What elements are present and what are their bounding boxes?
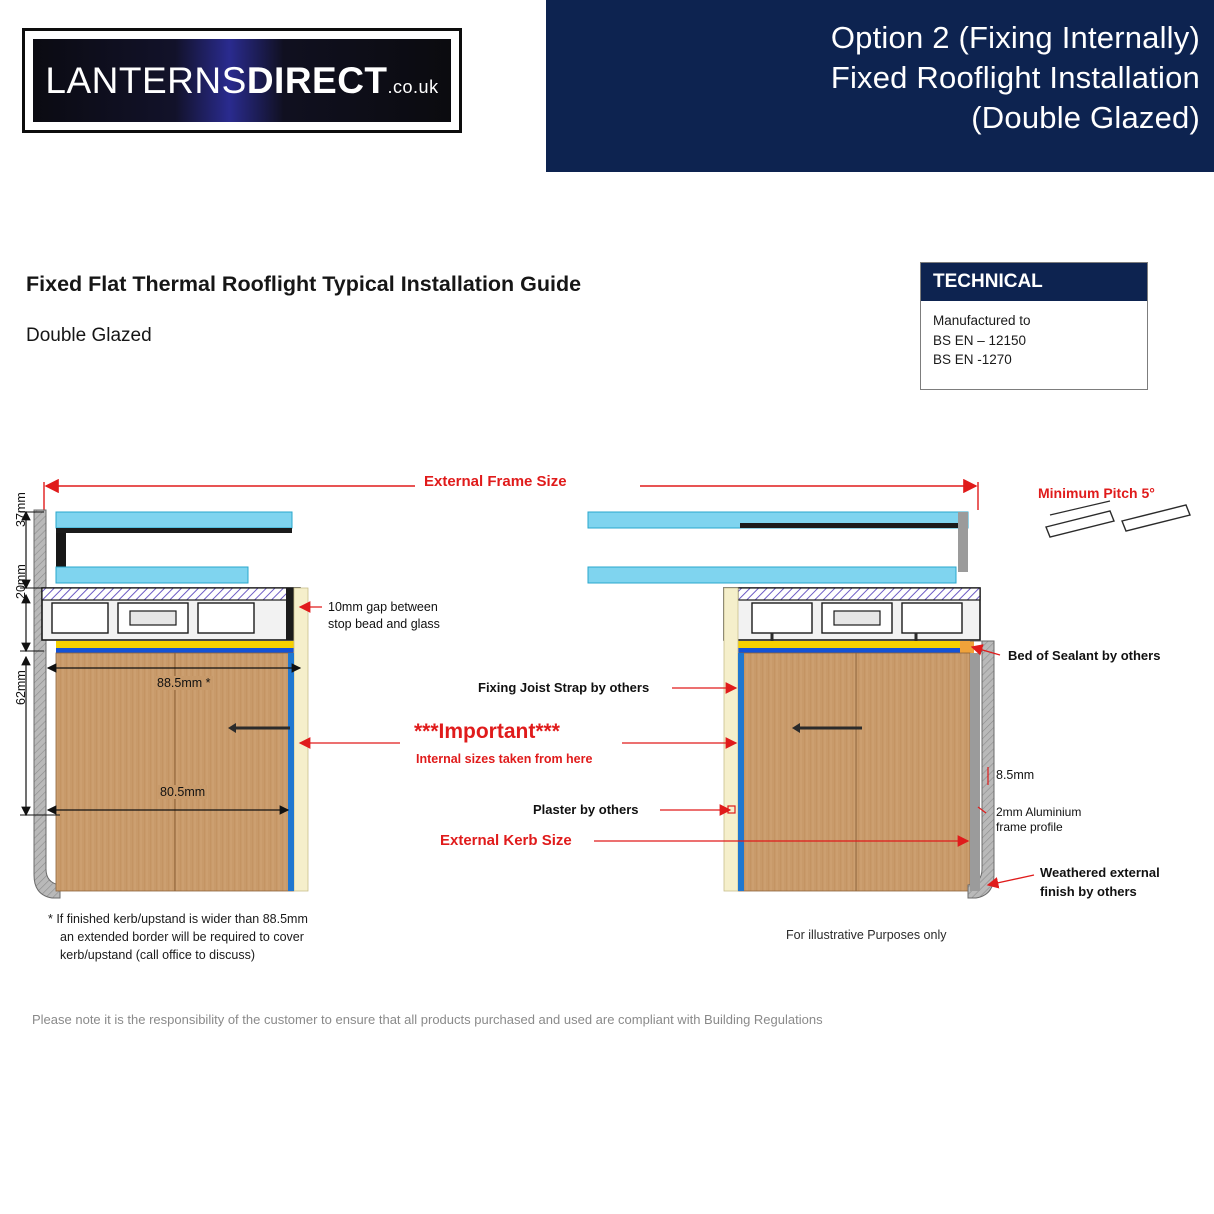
footnote-asterisk	[48, 910, 308, 964]
header-title	[560, 18, 1200, 138]
header-title-line-3: (Double Glazed)	[971, 100, 1200, 135]
label-62mm: 62mm	[14, 670, 28, 705]
label-fixing-joist-strap: Fixing Joist Strap by others	[478, 680, 650, 695]
technical-line-3: BS EN -1270	[933, 352, 1012, 367]
label-gap-line-2: stop bead and glass	[328, 617, 440, 631]
technical-heading: TECHNICAL	[921, 263, 1147, 301]
label-plaster: Plaster by others	[533, 802, 639, 817]
label-weathered-finish	[1040, 863, 1160, 901]
header-title-line-1: Option 2 (Fixing Internally)	[830, 20, 1200, 55]
footnote-line-1: * If finished kerb/upstand is wider than 88.5mm	[48, 912, 308, 926]
logo	[22, 28, 462, 133]
page-title: Fixed Flat Thermal Rooflight Typical Installation Guide	[26, 272, 582, 296]
logo-text	[45, 60, 438, 102]
label-37mm: 37mm	[14, 492, 28, 527]
label-important-title: ***Important***	[414, 720, 560, 743]
logo-inner	[33, 39, 451, 122]
label-gap-callout	[328, 599, 440, 633]
label-external-frame-size: External Frame Size	[424, 473, 567, 490]
label-80-5mm: 80.5mm	[160, 785, 206, 799]
label-weathered-line-2: finish by others	[1040, 884, 1137, 899]
technical-line-2: BS EN – 12150	[933, 332, 1027, 348]
label-8-5mm: 8.5mm	[996, 768, 1035, 782]
label-weathered-line-1: Weathered external	[1040, 865, 1160, 880]
label-important-sub: Internal sizes taken from here	[416, 752, 593, 766]
installation-diagram	[0, 455, 1214, 975]
label-20mm: 20mm	[14, 564, 28, 599]
footnote-line-3: kerb/upstand (call office to discuss)	[60, 948, 256, 962]
illustrative-note: For illustrative Purposes only	[786, 928, 947, 942]
logo-text-lanterns: LANTERNS	[45, 59, 247, 101]
label-external-kerb-size: External Kerb Size	[440, 832, 572, 849]
label-alu-profile-line-1: 2mm Aluminium	[996, 805, 1082, 819]
page-subtitle: Double Glazed	[26, 325, 152, 346]
label-alu-profile-line-2: frame profile	[996, 820, 1063, 834]
label-bed-of-sealant: Bed of Sealant by others	[1008, 648, 1161, 663]
technical-line-1: Manufactured to	[933, 313, 1031, 328]
footnote-line-2: an extended border will be required to cover	[60, 930, 304, 944]
technical-box	[920, 262, 1148, 390]
label-minimum-pitch: Minimum Pitch 5°	[1038, 485, 1155, 501]
technical-lines	[933, 311, 1031, 370]
page-header	[0, 0, 1214, 172]
header-title-line-2: Fixed Rooflight Installation	[830, 60, 1200, 95]
logo-text-tld: .co.uk	[387, 76, 439, 97]
logo-text-direct: DIRECT	[246, 59, 388, 101]
disclaimer-text: Please note it is the responsibility of the customer to ensure that all products purchased and used are compliant with Building Regulations	[32, 1012, 823, 1027]
label-alu-profile	[996, 805, 1081, 835]
label-88-5mm: 88.5mm *	[157, 676, 211, 690]
label-gap-line-1: 10mm gap between	[328, 600, 438, 614]
